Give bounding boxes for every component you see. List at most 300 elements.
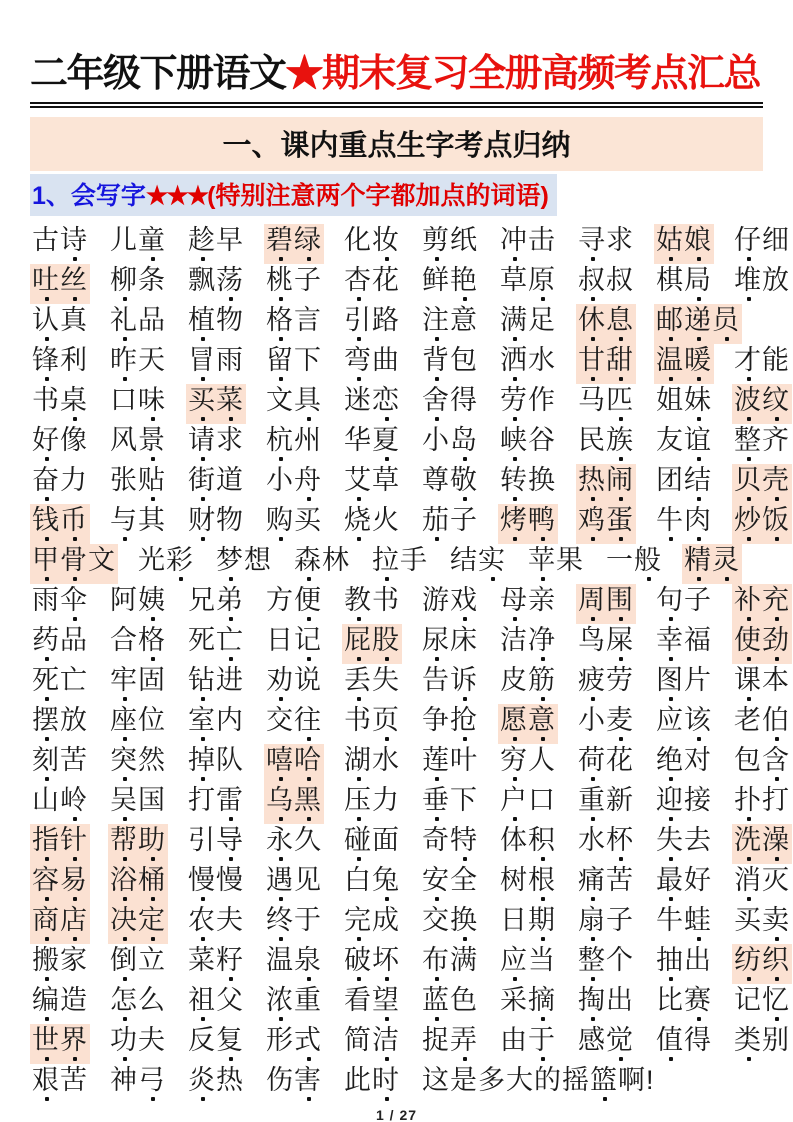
word-char: 草	[372, 465, 400, 495]
word-char: 甘	[578, 345, 606, 375]
word	[186, 304, 246, 344]
word	[264, 824, 324, 864]
word-char: 灵	[712, 545, 740, 575]
word	[30, 344, 90, 384]
word-char: 蓝	[422, 985, 450, 1015]
word	[264, 304, 324, 344]
word-char: 热	[578, 465, 606, 495]
word-char: 水	[372, 745, 400, 775]
word-char: 夫	[138, 1025, 166, 1055]
word-char: 妆	[372, 225, 400, 255]
word-char: 壳	[762, 465, 790, 495]
word	[342, 904, 402, 944]
word-char: 布	[422, 945, 450, 975]
word-row	[30, 1024, 790, 1064]
word-char: 放	[762, 265, 790, 295]
word-char: 艾	[344, 465, 372, 495]
word	[420, 944, 480, 984]
page-title-red: ★期末复习全册高频考点汇总	[285, 53, 761, 95]
word-char: 币	[60, 505, 88, 535]
word-char: 游	[422, 585, 450, 615]
word-char: 采	[500, 985, 528, 1015]
word-row	[30, 464, 790, 504]
word-char: 利	[60, 345, 88, 375]
word-char: 消	[734, 865, 762, 895]
word-char: 下	[294, 345, 322, 375]
word-char: 户	[500, 785, 528, 815]
word-char: 当	[528, 945, 556, 975]
word-char: 温	[266, 945, 294, 975]
word-char: 击	[528, 225, 556, 255]
word	[498, 264, 558, 304]
word	[732, 424, 792, 464]
word-row	[30, 304, 763, 344]
word-char: 蛙	[684, 905, 712, 935]
word-char: 好	[32, 425, 60, 455]
word	[186, 664, 246, 704]
word-char: 求	[606, 225, 634, 255]
word-char: 礼	[110, 305, 138, 335]
word	[30, 424, 90, 464]
word	[186, 624, 246, 664]
word-char: 植	[188, 305, 216, 335]
word-char: 固	[138, 665, 166, 695]
word	[342, 824, 402, 864]
word	[342, 944, 402, 984]
word-char: 树	[500, 865, 528, 895]
word-char: 对	[684, 745, 712, 775]
word-char: 森	[294, 545, 322, 575]
word	[264, 1024, 324, 1064]
word-char: 雨	[216, 345, 244, 375]
word-char: 期	[528, 905, 556, 935]
word-char: 水	[578, 825, 606, 855]
word-char: 摇	[562, 1065, 590, 1095]
word-char: 炎	[188, 1065, 216, 1095]
word-char: 值	[656, 1025, 684, 1055]
word-char: 口	[110, 385, 138, 415]
word	[732, 704, 792, 744]
word-char: 积	[528, 825, 556, 855]
word	[264, 864, 324, 904]
word	[264, 1064, 324, 1104]
word-char: 应	[500, 945, 528, 975]
word-char: 倒	[110, 945, 138, 975]
word-char: 摆	[32, 705, 60, 735]
word-char: 才	[734, 345, 762, 375]
word-char: 买	[734, 905, 762, 935]
word-char: 筋	[528, 665, 556, 695]
word-char: 穷	[500, 745, 528, 775]
word-char: 哈	[294, 745, 322, 775]
word	[186, 864, 246, 904]
word	[30, 304, 90, 344]
word-char: 草	[500, 265, 528, 295]
word-char: 天	[138, 345, 166, 375]
word-char: 看	[344, 985, 372, 1015]
highlighted-word	[732, 384, 792, 424]
word-char: 暖	[684, 345, 712, 375]
word-char: 记	[294, 625, 322, 655]
word	[342, 704, 402, 744]
word-char: 含	[762, 745, 790, 775]
word-row	[30, 544, 763, 584]
word-char: 堆	[734, 265, 762, 295]
word-char: 骨	[60, 545, 88, 575]
word	[576, 424, 636, 464]
word-char: 澡	[762, 825, 790, 855]
word-char: 方	[266, 585, 294, 615]
highlighted-word	[30, 504, 90, 544]
word	[498, 424, 558, 464]
word-char: 真	[60, 305, 88, 335]
word-char: 弯	[344, 345, 372, 375]
word	[30, 464, 90, 504]
word-char: 力	[60, 465, 88, 495]
word-char: 意	[450, 305, 478, 335]
word-char: 花	[606, 745, 634, 775]
word	[420, 344, 480, 384]
word-char: 满	[450, 945, 478, 975]
word-char: 烤	[500, 505, 528, 535]
word-char: 休	[578, 305, 606, 335]
word-char: 失	[372, 665, 400, 695]
word	[498, 984, 558, 1024]
word-char: 皮	[500, 665, 528, 695]
word-char: 水	[528, 345, 556, 375]
word-char: 药	[32, 625, 60, 655]
word-char: 文	[88, 545, 116, 575]
word	[342, 464, 402, 504]
word	[654, 384, 714, 424]
word-char: 坏	[372, 945, 400, 975]
word-char: 碰	[344, 825, 372, 855]
word-char: 亡	[216, 625, 244, 655]
word-char: 得	[450, 385, 478, 415]
word	[576, 384, 636, 424]
word-char: 日	[500, 905, 528, 935]
word-char: 下	[450, 785, 478, 815]
word-char: 齐	[762, 425, 790, 455]
word	[370, 544, 430, 584]
word-char: 么	[138, 985, 166, 1015]
word-char: 便	[294, 585, 322, 615]
word-char: 团	[656, 465, 684, 495]
word-char: 编	[32, 985, 60, 1015]
word	[186, 504, 246, 544]
word-char: 娘	[684, 225, 712, 255]
word-char: 桃	[266, 265, 294, 295]
word-char: 意	[528, 705, 556, 735]
word-char: 奋	[32, 465, 60, 495]
word	[186, 344, 246, 384]
word-char: 记	[734, 985, 762, 1015]
highlighted-word	[732, 464, 792, 504]
word-char: 放	[60, 705, 88, 735]
word	[108, 504, 168, 544]
word-char: 岭	[60, 785, 88, 815]
word-char: 亲	[528, 585, 556, 615]
word-char: 姐	[656, 385, 684, 415]
word	[108, 984, 168, 1024]
word-row	[30, 744, 790, 784]
word-char: 购	[266, 505, 294, 535]
word-char: 绝	[656, 745, 684, 775]
word-char: 反	[188, 1025, 216, 1055]
word-char: 祖	[188, 985, 216, 1015]
word	[420, 584, 480, 624]
highlighted-word	[264, 224, 324, 264]
word-char: 死	[188, 625, 216, 655]
word	[30, 744, 90, 784]
word-char: 复	[216, 1025, 244, 1055]
highlighted-word	[186, 384, 246, 424]
word	[292, 544, 352, 584]
word-char: 于	[294, 905, 322, 935]
word-char: 商	[32, 905, 60, 935]
word-char: 卖	[762, 905, 790, 935]
word-char: 应	[656, 705, 684, 735]
word-char: 容	[32, 865, 60, 895]
highlighted-word	[264, 784, 324, 824]
word-row	[30, 344, 790, 384]
word-char: 往	[294, 705, 322, 735]
word	[420, 904, 480, 944]
highlighted-word	[30, 864, 90, 904]
word	[498, 744, 558, 784]
word-char: 贴	[138, 465, 166, 495]
word-char: 棋	[656, 265, 684, 295]
word-char: 姨	[138, 585, 166, 615]
word-char: 围	[606, 585, 634, 615]
word	[498, 864, 558, 904]
word-char: 友	[656, 425, 684, 455]
highlighted-word	[576, 584, 636, 624]
word-char: 奇	[422, 825, 450, 855]
word	[264, 944, 324, 984]
word-char: 感	[578, 1025, 606, 1055]
word-char: 抽	[656, 945, 684, 975]
highlighted-word	[30, 1024, 90, 1064]
word-char: 店	[60, 905, 88, 935]
subsection-label: 会写字	[70, 182, 146, 210]
word-char: 失	[656, 825, 684, 855]
word-char: 色	[450, 985, 478, 1015]
highlighted-word	[108, 904, 168, 944]
word-char: 甲	[32, 545, 60, 575]
section-header	[30, 117, 763, 171]
word-char: 杭	[266, 425, 294, 455]
word	[732, 344, 792, 384]
word	[186, 784, 246, 824]
word	[498, 824, 558, 864]
word-row	[30, 1064, 763, 1104]
word-char: 泉	[294, 945, 322, 975]
word-char: 温	[656, 345, 684, 375]
word-char: 形	[266, 1025, 294, 1055]
word-char: 锋	[32, 345, 60, 375]
word-char: 想	[244, 545, 272, 575]
word	[186, 1064, 246, 1104]
word-char: 愿	[500, 705, 528, 735]
highlighted-word	[576, 504, 636, 544]
word-char: 抢	[450, 705, 478, 735]
highlighted-word	[576, 464, 636, 504]
word-char: 仔	[734, 225, 762, 255]
word-char: 纹	[762, 385, 790, 415]
word-char: 好	[684, 865, 712, 895]
word-char: 安	[422, 865, 450, 895]
word-char: 引	[188, 825, 216, 855]
word	[654, 704, 714, 744]
word-char: 使	[734, 625, 762, 655]
word-char: 赛	[684, 985, 712, 1015]
word-char: 洁	[372, 1025, 400, 1055]
word-char: 出	[684, 945, 712, 975]
word-char: 雷	[216, 785, 244, 815]
word-char: 舟	[294, 465, 322, 495]
word-char: 格	[138, 625, 166, 655]
word-char: 民	[578, 425, 606, 455]
highlighted-word	[264, 744, 324, 784]
word-char: 打	[188, 785, 216, 815]
word-char: 肉	[684, 505, 712, 535]
word-char: 能	[762, 345, 790, 375]
word	[420, 464, 480, 504]
highlighted-word	[108, 824, 168, 864]
word	[108, 704, 168, 744]
word-char: 劳	[606, 665, 634, 695]
word-row	[30, 864, 790, 904]
word-row	[30, 944, 790, 984]
word-char: 留	[266, 345, 294, 375]
word-char: 弓	[138, 1065, 166, 1095]
word-char: 吴	[110, 785, 138, 815]
word	[108, 224, 168, 264]
word-char: 面	[372, 825, 400, 855]
word-char: 品	[60, 625, 88, 655]
word-char: 鲜	[422, 265, 450, 295]
word	[420, 264, 480, 304]
highlighted-word	[108, 864, 168, 904]
word-char: 得	[684, 1025, 712, 1055]
word	[30, 224, 90, 264]
word-char: 包	[734, 745, 762, 775]
highlighted-word	[30, 544, 118, 584]
word-char: 白	[344, 865, 372, 895]
word-char: 洗	[734, 825, 762, 855]
word-char: 马	[578, 385, 606, 415]
word	[342, 744, 402, 784]
word-char: 桌	[60, 385, 88, 415]
page-number: 1 / 27	[375, 1107, 418, 1122]
highlighted-word	[732, 944, 792, 984]
word-char: 莲	[422, 745, 450, 775]
word-char: 整	[578, 945, 606, 975]
word-char: 垂	[422, 785, 450, 815]
word-char: 匹	[606, 385, 634, 415]
word-char: 浓	[266, 985, 294, 1015]
word-char: 小	[578, 705, 606, 735]
highlighted-word	[654, 224, 714, 264]
word-char: 整	[734, 425, 762, 455]
word-char: 力	[372, 785, 400, 815]
word-char: 闹	[606, 465, 634, 495]
word	[30, 784, 90, 824]
word	[264, 904, 324, 944]
word	[264, 504, 324, 544]
word-char: 比	[656, 985, 684, 1015]
word-char: 物	[216, 305, 244, 335]
word-char: 灭	[762, 865, 790, 895]
word-char: 课	[734, 665, 762, 695]
word	[186, 904, 246, 944]
word	[654, 664, 714, 704]
highlighted-word	[576, 344, 636, 384]
word	[654, 784, 714, 824]
word-char: 一	[606, 545, 634, 575]
word-char: 完	[344, 905, 372, 935]
word-char: 鸟	[578, 625, 606, 655]
word-char: 邮	[656, 305, 684, 335]
word-char: 纸	[450, 225, 478, 255]
word-char: 子	[606, 905, 634, 935]
word-char: 牛	[656, 905, 684, 935]
word-char: 认	[32, 305, 60, 335]
word-char: 伞	[60, 585, 88, 615]
word-row	[30, 624, 790, 664]
word	[342, 984, 402, 1024]
word	[732, 864, 792, 904]
word-char: 般	[634, 545, 662, 575]
word-char: 童	[138, 225, 166, 255]
word-char: 与	[110, 505, 138, 535]
word	[420, 824, 480, 864]
word-char: 补	[734, 585, 762, 615]
word	[264, 584, 324, 624]
word-char: 注	[422, 305, 450, 335]
word	[732, 904, 792, 944]
highlighted-word	[576, 304, 636, 344]
word	[576, 984, 636, 1024]
word	[108, 664, 168, 704]
highlighted-word	[498, 504, 558, 544]
word-char: 破	[344, 945, 372, 975]
word-char: 搬	[32, 945, 60, 975]
subsection-heading	[30, 174, 557, 216]
word-char: 结	[684, 465, 712, 495]
word-char: 细	[762, 225, 790, 255]
word-char: 成	[372, 905, 400, 935]
word-char: 重	[294, 985, 322, 1015]
word-char: 打	[762, 785, 790, 815]
word-char: 这	[422, 1065, 450, 1095]
word-char: 书	[344, 705, 372, 735]
word-char: 亡	[60, 665, 88, 695]
word	[498, 344, 558, 384]
word-char: 决	[110, 905, 138, 935]
word-char: 艳	[450, 265, 478, 295]
word-char: 根	[528, 865, 556, 895]
section-header-text: 一、课内重点生字考点归纳	[222, 130, 571, 162]
word	[186, 264, 246, 304]
word-char: 绿	[294, 225, 322, 255]
highlighted-word	[342, 624, 402, 664]
word-char: 趁	[188, 225, 216, 255]
word-char: 局	[684, 265, 712, 295]
word	[498, 664, 558, 704]
word-char: 早	[216, 225, 244, 255]
